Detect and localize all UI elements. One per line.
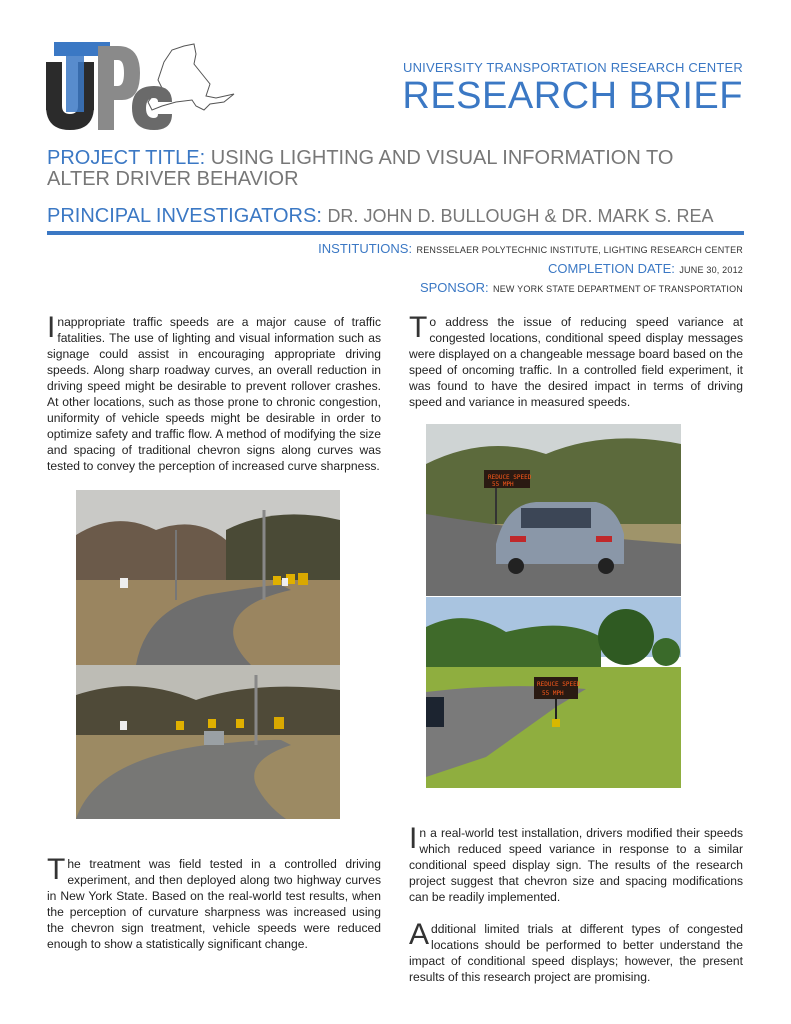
paragraph-text: n a real-world test installation, drivers modified their speeds which reduced speed variance in response to a similar conditional speed display sign. The results of the research project suggest that chevron size and spacing modifications can be readily implemented. bbox=[409, 826, 743, 904]
paragraph-intro bbox=[47, 311, 381, 474]
research-brief-heading: RESEARCH BRIEF bbox=[402, 75, 743, 117]
drop-cap: A bbox=[409, 918, 430, 951]
pi-label: PRINCIPAL INVESTIGATORS: bbox=[47, 205, 322, 227]
paragraph-text: nappropriate traffic speeds are a major cause of traffic fatalities. The use of lighting and visual information such as signage could assist in encouraging appropriate driving speeds. Along sharp roadway curves, an overall reduction in driving speed might be desirable to prevent rollover crashes. At other locations, such as those prone to chronic congestion, uniformity of vehicle speeds might be desirable in order to optimize safety and traffic flow. A method of modifying the size and spacing of traditional chevron signs along curves was tested to convey the perception of increased curve sharpness. bbox=[47, 315, 381, 473]
sponsor-label: SPONSOR: bbox=[419, 280, 489, 295]
paragraph-real-world bbox=[409, 822, 743, 905]
center-name: UNIVERSITY TRANSPORTATION RESEARCH CENTER bbox=[403, 60, 743, 75]
sponsor-value: NEW YORK STATE DEPARTMENT OF TRANSPORTATION bbox=[493, 284, 743, 294]
paragraph-text: dditional limited trials at different types of congested locations should be performed to better understand the impact of conditional speed displays; however, the present results of this research project are promising. bbox=[409, 922, 743, 984]
utrc-logo bbox=[44, 40, 240, 134]
drop-cap: T bbox=[47, 853, 66, 886]
drop-cap: I bbox=[409, 822, 418, 855]
project-title bbox=[47, 148, 747, 190]
project-title-label: PROJECT TITLE: bbox=[47, 147, 206, 169]
drop-cap: I bbox=[47, 311, 56, 344]
paragraph-text: he treatment was field tested in a controlled driving experiment, and then deployed along two highway curves in New York State. Based on the real-world test results, when the perception of curvature sharpness was increased using the chevron sign treatment, vehicle speeds were reduced enough to show a statistically significant change. bbox=[47, 857, 381, 951]
drop-cap: T bbox=[409, 311, 428, 344]
pi-value: DR. JOHN D. BULLOUGH & DR. MARK S. REA bbox=[327, 206, 714, 226]
completion-row bbox=[548, 260, 743, 278]
photo-chevron-curve-1 bbox=[76, 490, 340, 665]
header-rule bbox=[47, 231, 744, 235]
project-title-line1: USING LIGHTING AND VISUAL INFORMATION TO bbox=[210, 147, 674, 169]
photo-speed-display-car bbox=[426, 424, 681, 596]
institutions-value: RENSSELAER POLYTECHNIC INSTITUTE, LIGHTING RESEARCH CENTER bbox=[416, 245, 743, 255]
paragraph-speed-variance bbox=[409, 311, 743, 410]
completion-label: COMPLETION DATE: bbox=[548, 261, 675, 276]
sponsor-row bbox=[420, 279, 743, 297]
principal-investigators bbox=[47, 205, 747, 227]
sign-message-2: 55 MPH bbox=[542, 690, 564, 697]
paragraph-field-test bbox=[47, 853, 381, 952]
completion-value: JUNE 30, 2012 bbox=[679, 265, 743, 275]
project-title-line2: ALTER DRIVER BEHAVIOR bbox=[47, 168, 299, 190]
institutions-label: INSTITUTIONS: bbox=[318, 241, 413, 256]
sign-message-1: REDUCE SPEED bbox=[488, 474, 532, 481]
sign-message-2: 55 MPH bbox=[492, 481, 514, 488]
paragraph-text: o address the issue of reducing speed variance at congested locations, conditional speed display messages were displayed on a changeable message board based on the speed of oncoming traffic. In a controlled field experiment, it was found to have the desired impact in terms of driving speed and variance in measured speeds. bbox=[409, 315, 743, 409]
institutions-row bbox=[318, 240, 743, 258]
sign-message-1: REDUCE SPEED bbox=[537, 681, 581, 688]
photo-speed-display-roadside bbox=[426, 597, 681, 788]
paragraph-additional-trials bbox=[409, 918, 743, 985]
photo-chevron-curve-2 bbox=[76, 665, 340, 819]
